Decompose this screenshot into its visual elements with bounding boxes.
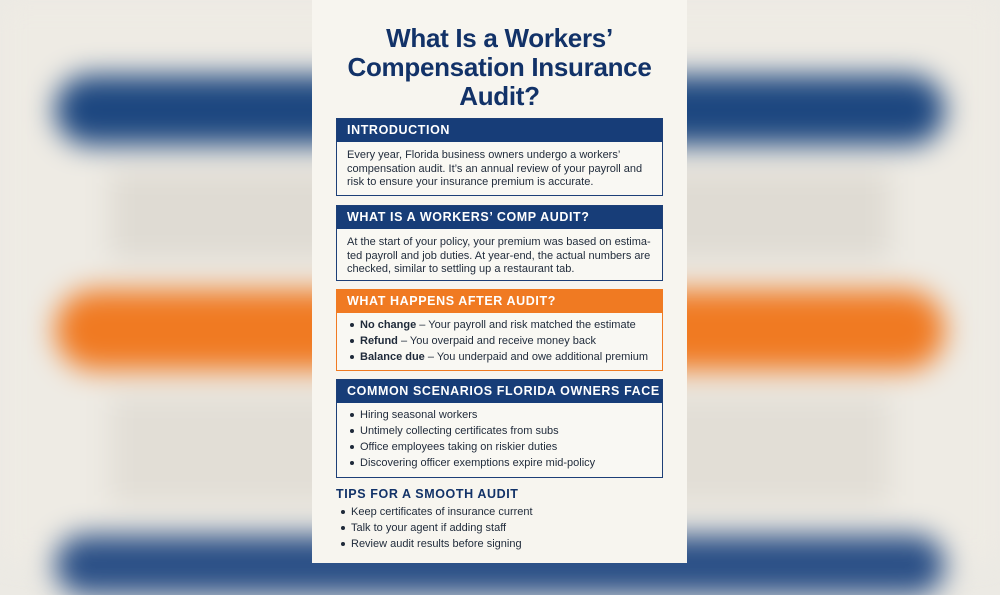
list-item: Untimely collecting certificates from subs <box>347 423 652 439</box>
section-after-audit <box>336 289 663 371</box>
list-item: Keep certificates of insurance current <box>338 504 533 520</box>
outcome-list <box>347 317 652 365</box>
page-title <box>312 24 687 111</box>
list-item: Office employees taking on riskier duties <box>347 439 652 455</box>
list-item: Review audit results before signing <box>338 536 533 552</box>
list-item: Talk to your agent if adding staff <box>338 520 533 536</box>
tips-heading: TIPS FOR A SMOOTH AUDIT <box>336 487 519 501</box>
list-item: Hiring seasonal workers <box>347 407 652 423</box>
title-line: Audit? <box>459 81 540 111</box>
section-introduction <box>336 118 663 196</box>
title-line: Compensation Insurance <box>347 52 652 82</box>
section-heading: INTRODUCTION <box>337 119 662 142</box>
section-what-is-audit <box>336 205 663 281</box>
list-item: Refund – You overpaid and receive money back <box>347 333 652 349</box>
title-line: What Is a Workers’ <box>386 23 613 53</box>
list-item: Discovering officer exemptions expire mid-policy <box>347 455 652 471</box>
section-heading: WHAT HAPPENS AFTER AUDIT? <box>337 290 662 313</box>
tips-list <box>338 504 533 552</box>
infographic-card <box>312 0 687 563</box>
scenario-list <box>347 407 652 471</box>
section-common-scenarios <box>336 379 663 478</box>
list-item: No change – Your payroll and risk matched the estimate <box>347 317 652 333</box>
list-item: Balance due – You underpaid and owe additional premium <box>347 349 652 365</box>
section-text: At the start of your policy, your premium was based on estima-ted payroll and job duties. At year-end, the actual numbers are checked, similar to settling up a restaurant tab. <box>347 236 651 275</box>
section-heading: WHAT IS A WORKERS’ COMP AUDIT? <box>337 206 662 229</box>
section-text: Every year, Florida business owners undergo a workers’ compensation audit. It’s an annual review of your payroll and risk to ensure your insurance premium is accurate. <box>347 149 643 188</box>
section-heading: COMMON SCENARIOS FLORIDA OWNERS FACE <box>337 380 662 403</box>
